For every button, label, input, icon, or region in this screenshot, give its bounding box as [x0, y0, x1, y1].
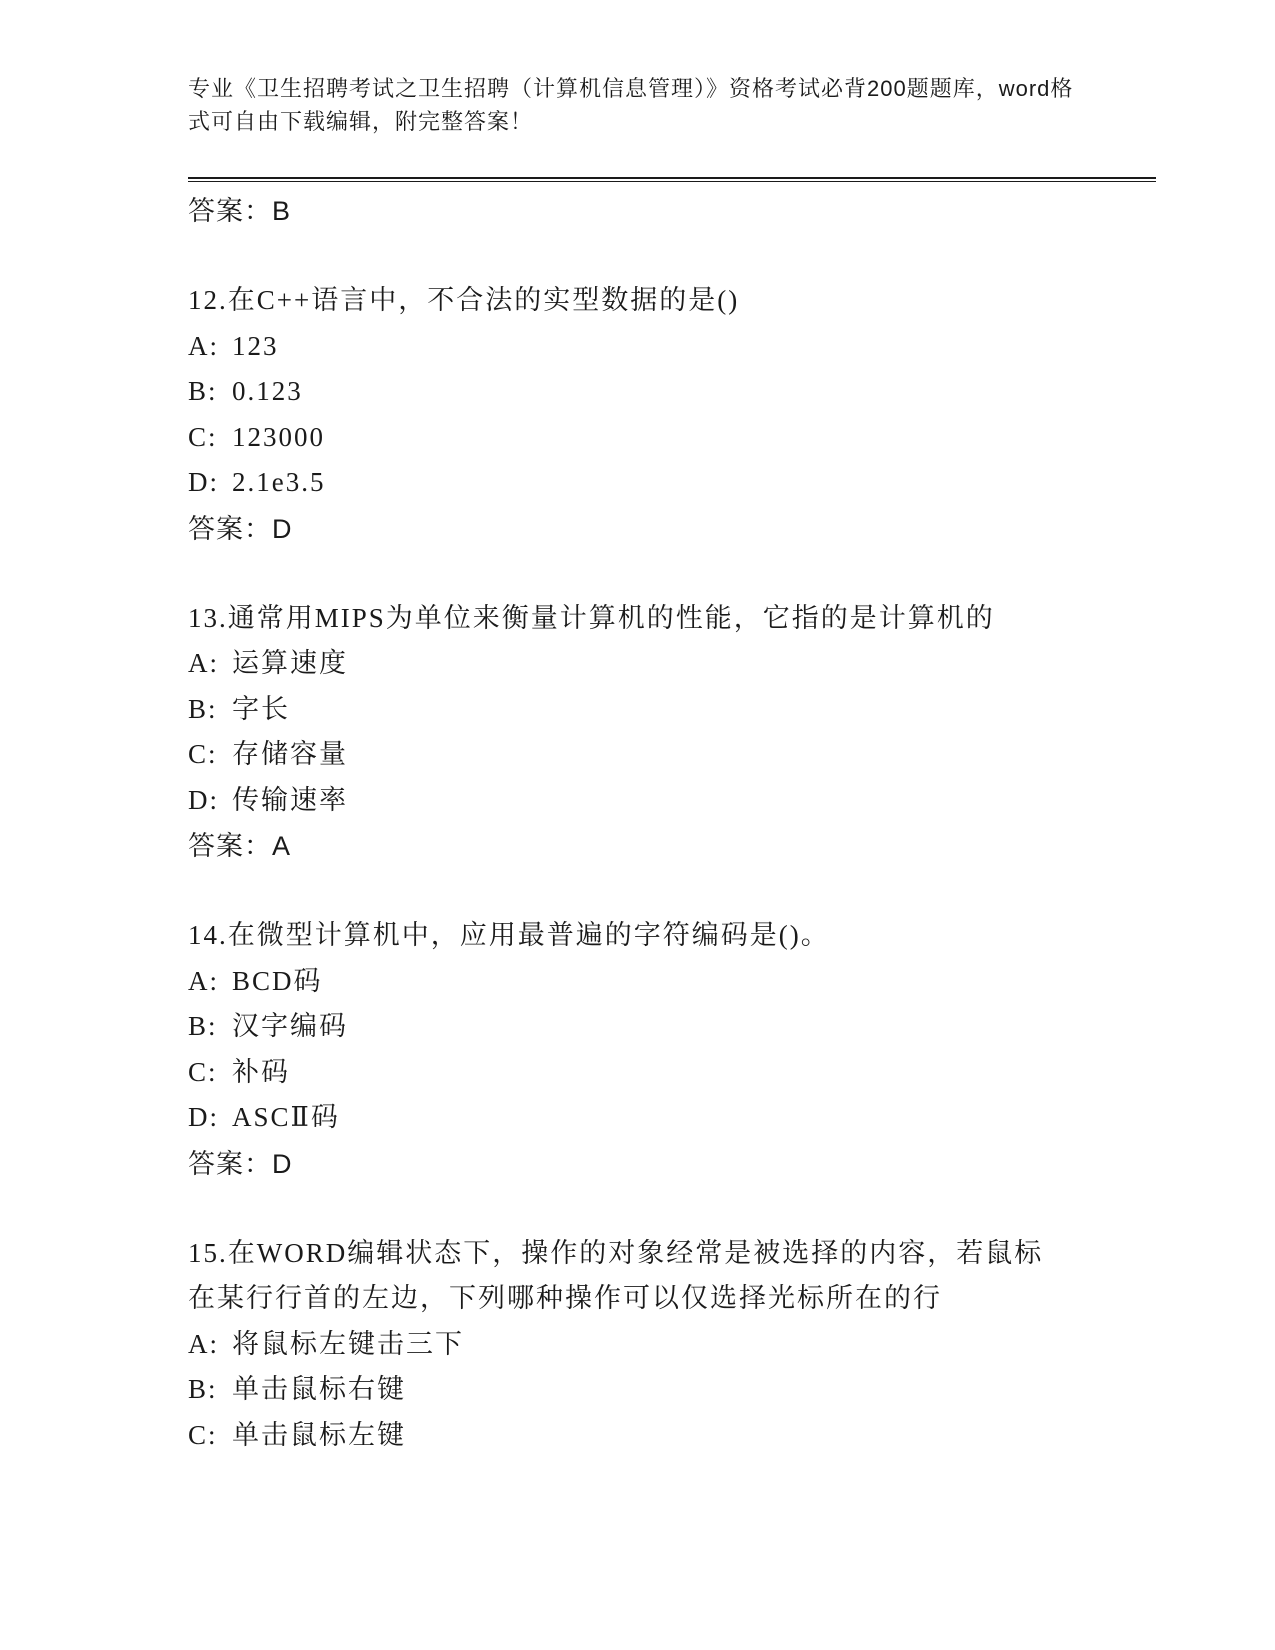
question-list	[188, 188, 1156, 1458]
option-a	[188, 324, 1156, 370]
option-key: B:	[188, 1011, 218, 1041]
option-value: 123000	[232, 421, 325, 452]
option-value: 单击鼠标右键	[232, 1374, 406, 1404]
question-text: 12.在C++语言中，不合法的实型数据的是()	[188, 285, 740, 315]
answer-line: 答案：D	[188, 1148, 293, 1179]
question-14	[188, 913, 1156, 1187]
option-key: B:	[188, 376, 218, 406]
option-c	[188, 1413, 1156, 1459]
option-a	[188, 959, 1156, 1005]
option-key: D:	[188, 1102, 219, 1132]
option-key: D:	[188, 467, 219, 497]
answer-line: 答案：D	[188, 513, 293, 544]
question-15	[188, 1231, 1156, 1459]
option-value: 存储容量	[232, 739, 348, 769]
question-text: 14.在微型计算机中，应用最普遍的字符编码是()。	[188, 920, 830, 950]
option-a	[188, 1322, 1156, 1368]
question-12	[188, 278, 1156, 552]
option-value: 0.123	[232, 376, 303, 406]
option-value: ASCⅡ码	[232, 1102, 340, 1132]
option-b	[188, 687, 1156, 733]
option-value: 将鼠标左键击三下	[232, 1328, 464, 1359]
option-value: 123	[232, 330, 279, 361]
previous-question-answer: 答案：B	[188, 196, 292, 226]
option-key: A:	[188, 1328, 219, 1359]
option-key: A:	[188, 330, 219, 361]
question-13	[188, 596, 1156, 870]
option-b	[188, 1004, 1156, 1050]
option-value: 2.1e3.5	[232, 467, 326, 497]
header-divider	[188, 177, 1156, 182]
option-value: 运算速度	[232, 648, 348, 678]
option-b	[188, 369, 1156, 415]
option-value: 单击鼠标左键	[232, 1419, 406, 1450]
option-key: D:	[188, 784, 219, 815]
option-c	[188, 732, 1156, 778]
option-value: 补码	[232, 1056, 290, 1087]
option-d	[188, 1095, 1156, 1141]
option-d	[188, 778, 1156, 824]
option-key: C:	[188, 1419, 218, 1450]
option-value: BCD码	[232, 965, 323, 996]
answer-line: 答案：A	[188, 831, 292, 861]
option-key: C:	[188, 739, 218, 769]
option-key: A:	[188, 648, 219, 678]
document-header: 专业《卫生招聘考试之卫生招聘（计算机信息管理）》资格考试必背200题题库，word格式可自由下载编辑，附完整答案！	[188, 76, 1074, 134]
option-c	[188, 415, 1156, 461]
option-c	[188, 1050, 1156, 1096]
option-key: B:	[188, 693, 218, 724]
option-b	[188, 1367, 1156, 1413]
option-d	[188, 460, 1156, 506]
option-value: 字长	[232, 693, 290, 724]
question-text: 15.在WORD编辑状态下，操作的对象经常是被选择的内容，若鼠标在某行行首的左边，下列哪种操作可以仅选择光标所在的行	[188, 1237, 1044, 1313]
option-key: C:	[188, 421, 218, 452]
option-value: 汉字编码	[232, 1011, 348, 1041]
option-a	[188, 641, 1156, 687]
question-text: 13.通常用MIPS为单位来衡量计算机的性能，它指的是计算机的	[188, 602, 995, 633]
option-key: A:	[188, 965, 219, 996]
option-key: C:	[188, 1056, 218, 1087]
option-key: B:	[188, 1374, 218, 1404]
option-value: 传输速率	[232, 784, 348, 815]
